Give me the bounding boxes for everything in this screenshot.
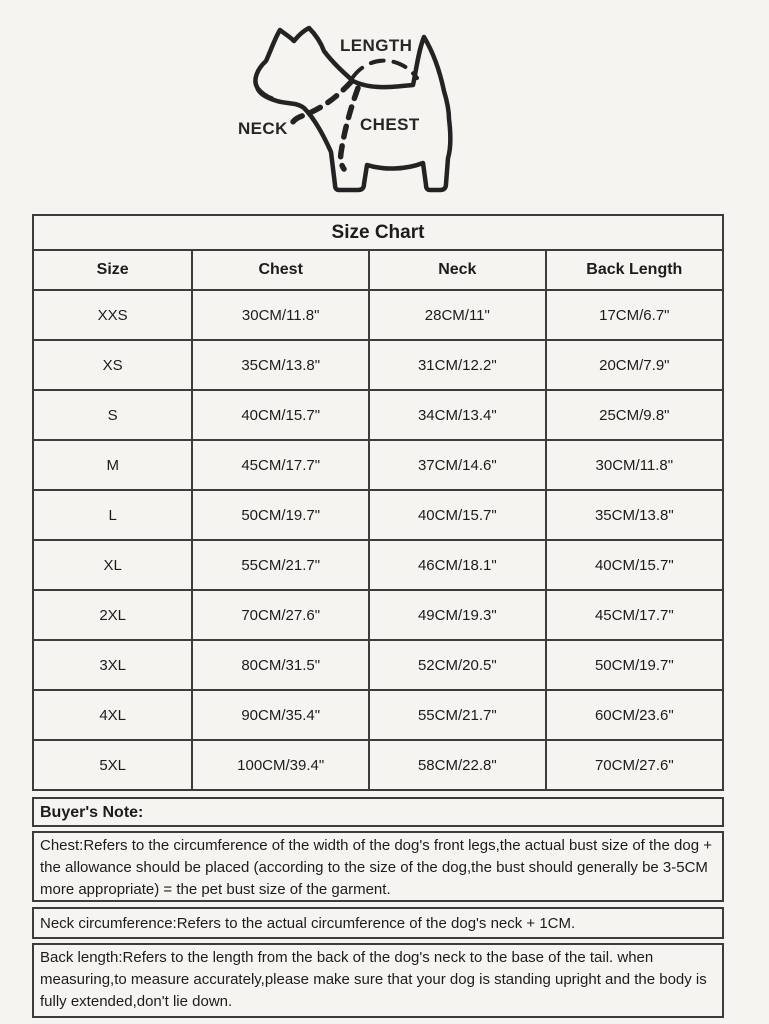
buyers-note-heading: Buyer's Note:: [32, 797, 724, 827]
table-row: [33, 590, 723, 640]
neck-cell: 52CM/20.5": [369, 640, 546, 690]
back-length-cell: 50CM/19.7": [546, 640, 723, 690]
chest-cell: 80CM/31.5": [192, 640, 369, 690]
size-cell: 4XL: [33, 690, 192, 740]
column-header-chest: Chest: [192, 250, 369, 290]
chest-cell: 35CM/13.8": [192, 340, 369, 390]
back-length-cell: 35CM/13.8": [546, 490, 723, 540]
size-cell: 3XL: [33, 640, 192, 690]
neck-note: Neck circumference:Refers to the actual circumference of the dog's neck + 1CM.: [32, 907, 724, 939]
chest-measure-label: CHEST: [360, 115, 420, 134]
chest-cell: 30CM/11.8": [192, 290, 369, 340]
size-cell: L: [33, 490, 192, 540]
neck-cell: 58CM/22.8": [369, 740, 546, 790]
table-row: [33, 640, 723, 690]
size-cell: S: [33, 390, 192, 440]
table-row: [33, 340, 723, 390]
chest-cell: 90CM/35.4": [192, 690, 369, 740]
table-row: [33, 740, 723, 790]
table-title-row: [33, 215, 723, 250]
back-length-cell: 25CM/9.8": [546, 390, 723, 440]
neck-cell: 40CM/15.7": [369, 490, 546, 540]
table-title: Size Chart: [33, 215, 723, 250]
length-measure-label: LENGTH: [340, 36, 413, 55]
neck-cell: 34CM/13.4": [369, 390, 546, 440]
chest-cell: 55CM/21.7": [192, 540, 369, 590]
neck-cell: 28CM/11": [369, 290, 546, 340]
back-length-cell: 70CM/27.6": [546, 740, 723, 790]
size-cell: XL: [33, 540, 192, 590]
neck-cell: 46CM/18.1": [369, 540, 546, 590]
back-length-cell: 45CM/17.7": [546, 590, 723, 640]
table-row: [33, 490, 723, 540]
table-row: [33, 390, 723, 440]
table-row: [33, 540, 723, 590]
table-row: [33, 440, 723, 490]
table-header-row: [33, 250, 723, 290]
size-cell: XXS: [33, 290, 192, 340]
neck-cell: 37CM/14.6": [369, 440, 546, 490]
table-row: [33, 690, 723, 740]
back-length-cell: 60CM/23.6": [546, 690, 723, 740]
back-length-cell: 30CM/11.8": [546, 440, 723, 490]
chest-cell: 40CM/15.7": [192, 390, 369, 440]
back-length-cell: 20CM/7.9": [546, 340, 723, 390]
chest-cell: 50CM/19.7": [192, 490, 369, 540]
neck-cell: 49CM/19.3": [369, 590, 546, 640]
chest-cell: 45CM/17.7": [192, 440, 369, 490]
column-header-back-length: Back Length: [546, 250, 723, 290]
column-header-size: Size: [33, 250, 192, 290]
back-length-note: Back length:Refers to the length from the back of the dog's neck to the base of the tail. when measuring,to measure accurately,please make sure that your dog is standing upright and the body is fully extended,don't lie down.: [32, 943, 724, 1018]
size-cell: 2XL: [33, 590, 192, 640]
table-row: [33, 290, 723, 340]
chest-cell: 100CM/39.4": [192, 740, 369, 790]
size-cell: XS: [33, 340, 192, 390]
size-cell: 5XL: [33, 740, 192, 790]
column-header-neck: Neck: [369, 250, 546, 290]
dog-measurement-diagram: [232, 8, 544, 208]
neck-cell: 31CM/12.2": [369, 340, 546, 390]
back-length-cell: 17CM/6.7": [546, 290, 723, 340]
neck-cell: 55CM/21.7": [369, 690, 546, 740]
neck-measure-label: NECK: [238, 119, 288, 138]
size-cell: M: [33, 440, 192, 490]
back-length-cell: 40CM/15.7": [546, 540, 723, 590]
chest-cell: 70CM/27.6": [192, 590, 369, 640]
size-chart-table: [32, 214, 724, 791]
chest-note: Chest:Refers to the circumference of the width of the dog's front legs,the actual bust size of the dog + the allowance should be placed (according to the size of the dog,the bust should generally be 3-5CM more appropriate) = the pet bust size of the garment.: [32, 831, 724, 902]
